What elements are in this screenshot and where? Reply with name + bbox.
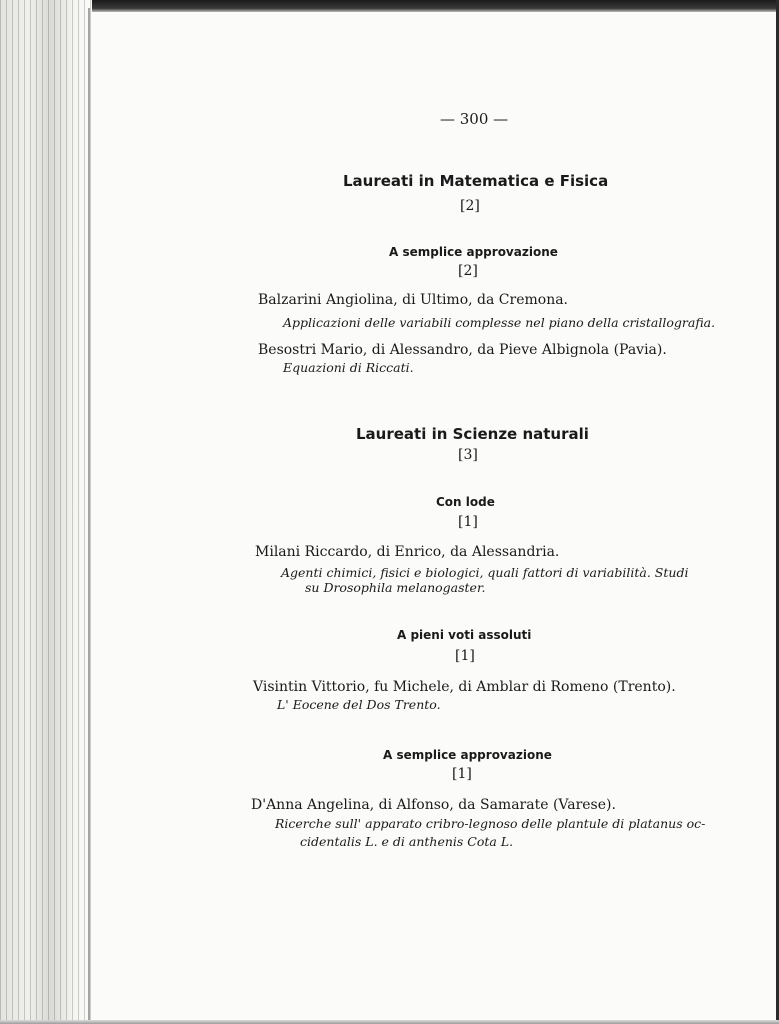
section-count: [3] bbox=[458, 447, 478, 463]
binding-shadow-line bbox=[88, 8, 90, 1020]
grade-count: [1] bbox=[458, 514, 478, 530]
book-binding bbox=[0, 0, 92, 1024]
thesis-title: Equazioni di Riccati. bbox=[283, 360, 414, 375]
page-number: — 300 — bbox=[440, 110, 509, 128]
grade-heading: Con lode bbox=[436, 495, 495, 509]
thesis-title: Agenti chimici, fisici e biologici, quali fattori di variabilità. Studi bbox=[281, 565, 689, 580]
graduate-entry: Visintin Vittorio, fu Michele, di Amblar di Romeno (Trento). bbox=[253, 679, 676, 695]
section-count: [2] bbox=[460, 198, 480, 214]
scan-top-edge bbox=[0, 0, 779, 12]
grade-heading: A pieni voti assoluti bbox=[397, 628, 532, 642]
section-title-matematica-fisica: Laureati in Matematica e Fisica bbox=[343, 172, 609, 190]
grade-heading: A semplice approvazione bbox=[389, 245, 558, 259]
thesis-title: Ricerche sull' apparato cribro-legnoso delle plantule di platanus oc- bbox=[275, 816, 706, 831]
scan-bottom-edge bbox=[0, 1020, 779, 1024]
graduate-entry: D'Anna Angelina, di Alfonso, da Samarate (Varese). bbox=[251, 797, 616, 813]
graduate-entry: Milani Riccardo, di Enrico, da Alessandria. bbox=[255, 544, 560, 560]
thesis-title: L' Eocene del Dos Trento. bbox=[277, 697, 441, 712]
graduate-entry: Besostri Mario, di Alessandro, da Pieve Albignola (Pavia). bbox=[258, 342, 667, 358]
thesis-title-continued: su Drosophila melanogaster. bbox=[305, 580, 486, 595]
grade-count: [2] bbox=[458, 263, 478, 279]
thesis-title-continued: cidentalis L. e di anthenis Cota L. bbox=[300, 834, 514, 849]
grade-heading: A semplice approvazione bbox=[383, 748, 552, 762]
thesis-title: Applicazioni delle variabili complesse nel piano della cristallografia. bbox=[283, 315, 716, 330]
grade-count: [1] bbox=[452, 766, 472, 782]
graduate-entry: Balzarini Angiolina, di Ultimo, da Cremona. bbox=[258, 292, 569, 308]
grade-count: [1] bbox=[455, 648, 475, 664]
section-title-scienze-naturali: Laureati in Scienze naturali bbox=[356, 425, 589, 443]
